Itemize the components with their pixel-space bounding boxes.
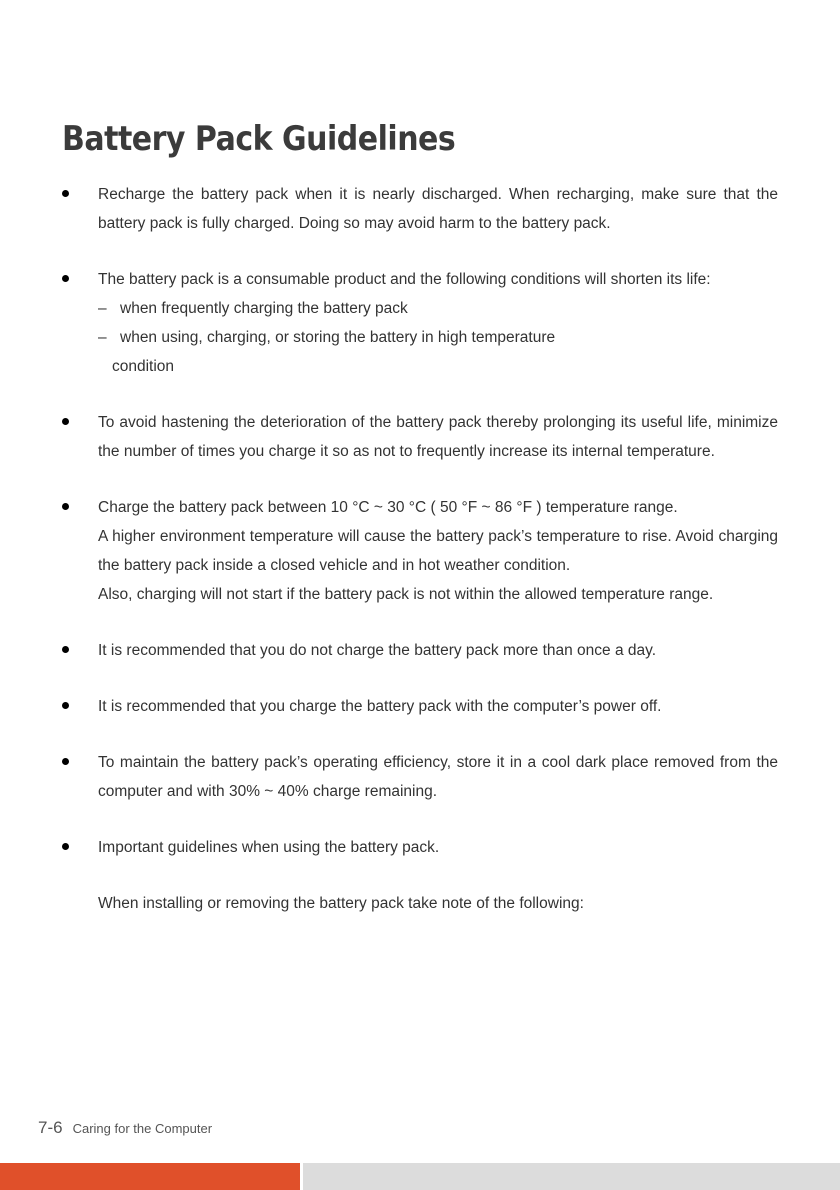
page-title: Battery Pack Guidelines [62,120,456,160]
closing-text: When installing or removing the battery pack take note of the following: [98,895,584,912]
bullet-icon [62,702,69,709]
guideline-item-temperature [62,493,778,609]
sub-list-text: when frequently charging the battery pack [120,300,408,317]
closing-paragraph [62,889,778,918]
guidelines-list [62,180,778,918]
guideline-text: To avoid hastening the deterioration of the battery pack thereby prolonging its useful life, minimize the number of times you charge it so as not to frequently increase its internal temperature. [98,414,778,460]
dash-icon: – [98,300,107,317]
guideline-item-deterioration [62,408,778,466]
guideline-text: It is recommended that you charge the battery pack with the computer’s power off. [98,698,662,715]
guideline-item-power-off [62,692,778,721]
sub-list-text: when using, charging, or storing the battery in high temperature [120,329,556,346]
bullet-icon [62,503,69,510]
guideline-text: To maintain the battery pack’s operating efficiency, store it in a cool dark place removed from the computer and with 30% ~ 40% charge remaining. [98,754,778,800]
guideline-item-important [62,833,778,862]
footer-gray-bar [303,1163,840,1190]
bullet-icon [62,418,69,425]
bullet-icon [62,190,69,197]
guideline-item-recharge [62,180,778,238]
footer-accent-bar [0,1163,300,1190]
guideline-text: It is recommended that you do not charge the battery pack more than once a day. [98,642,657,659]
bullet-icon [62,646,69,653]
bullet-icon [62,758,69,765]
guideline-text: Charge the battery pack between 10 °C ~ 30 °C ( 50 °F ~ 86 °F ) temperature range. [98,499,678,516]
guideline-text: A higher environment temperature will cause the battery pack’s temperature to rise. Avoid charging the battery pack inside a closed vehicle and in hot weather condition. [98,528,778,574]
page-footer [38,1118,212,1138]
sub-list-item [98,294,778,323]
sub-list-text: condition [112,358,175,375]
sub-list-item [98,323,778,352]
sub-list-continuation [98,352,778,381]
guideline-text: The battery pack is a consumable product and the following conditions will shorten its life: [98,271,711,288]
guideline-text: Recharge the battery pack when it is nearly discharged. When recharging, make sure that the battery pack is fully charged. Doing so may avoid harm to the battery pack. [98,186,778,232]
footer-section-label: Caring for the Computer [72,1121,213,1136]
guideline-text: Also, charging will not start if the battery pack is not within the allowed temperature range. [98,586,714,603]
bullet-icon [62,275,69,282]
bullet-icon [62,843,69,850]
guideline-item-consumable [62,265,778,381]
guideline-item-once-a-day [62,636,778,665]
guideline-item-storage [62,748,778,806]
guideline-text: Important guidelines when using the battery pack. [98,839,440,856]
page-number: 7-6 [38,1118,63,1137]
dash-icon: – [98,329,107,346]
